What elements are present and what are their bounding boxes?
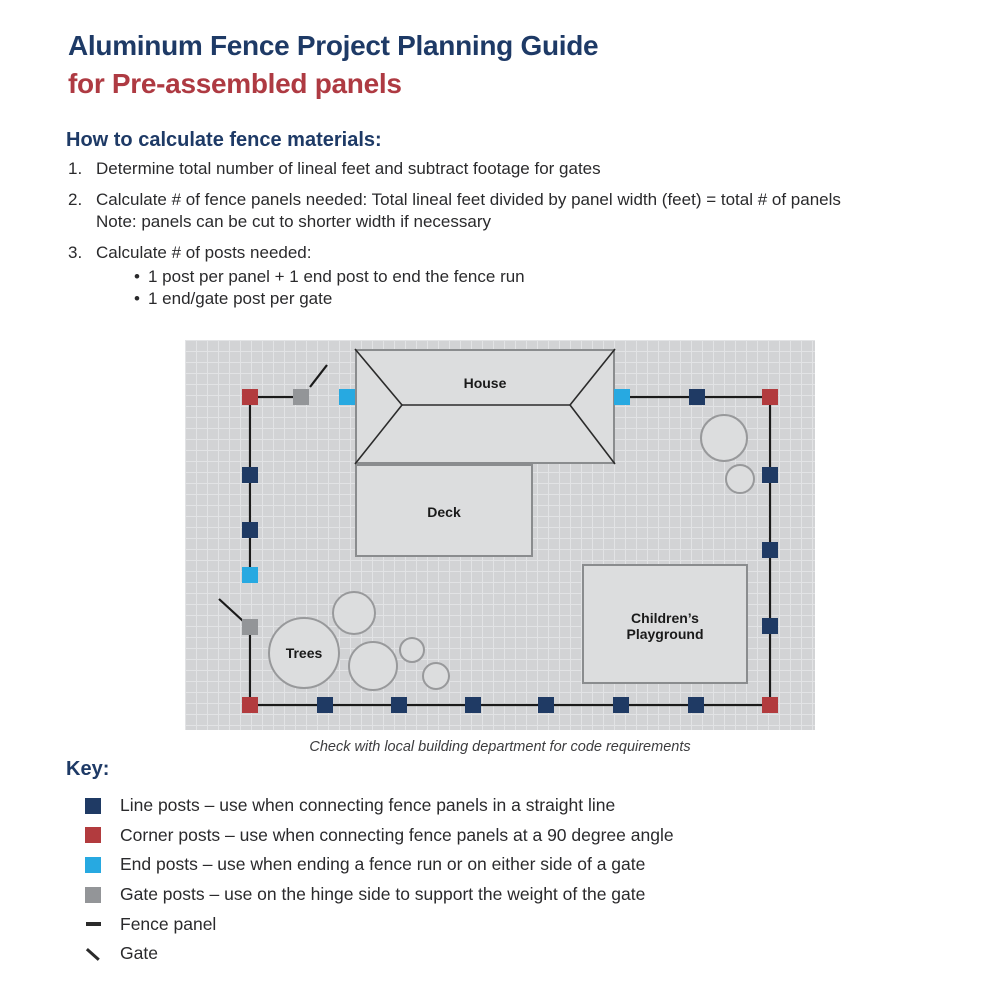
- step-text: [96, 158, 968, 180]
- line-post: [688, 697, 704, 713]
- page-title: Aluminum Fence Project Planning Guide: [68, 30, 599, 61]
- key-item-label: End posts – use when ending a fence run or on either side of a gate: [120, 854, 646, 875]
- step-number: 1.: [68, 159, 83, 178]
- gate-line-icon: [85, 946, 101, 962]
- key-item-label: Fence panel: [120, 913, 217, 934]
- key-item: [66, 791, 674, 821]
- key-item-label: Line posts – use when connecting fence panels in a straight line: [120, 795, 616, 816]
- corner-post-icon: [85, 827, 101, 843]
- line-post: [242, 522, 258, 538]
- instruction-step: [68, 242, 968, 310]
- tree-circle: [399, 637, 425, 663]
- corner-post: [242, 697, 258, 713]
- bullet-text: 1 end/gate post per gate: [148, 289, 333, 308]
- end-post: [242, 567, 258, 583]
- tree-circle: [725, 464, 755, 494]
- deck-shape: [355, 464, 533, 557]
- line-post-icon: [85, 798, 101, 814]
- end-post: [614, 389, 630, 405]
- step-text: [96, 242, 968, 310]
- key-item: [66, 850, 674, 880]
- corner-post: [242, 389, 258, 405]
- step-number: 2.: [68, 190, 83, 209]
- playground-label-line2: Playground: [626, 626, 704, 642]
- tree-circle: [268, 617, 340, 689]
- line-post: [762, 542, 778, 558]
- corner-post-swatch: [85, 827, 101, 843]
- fence-panel-icon: [85, 916, 101, 932]
- gate-glyph: [86, 947, 100, 960]
- line-post: [762, 467, 778, 483]
- bullet-text: 1 post per panel + 1 end post to end the fence run: [148, 267, 525, 286]
- diagram-caption: Check with local building department for code requirements: [309, 739, 691, 755]
- bullet-glyph: •: [134, 267, 140, 286]
- corner-post: [762, 697, 778, 713]
- step-number: 3.: [68, 243, 83, 262]
- step-line: Calculate # of posts needed:: [96, 243, 312, 262]
- deck-label: Deck: [427, 504, 461, 520]
- line-post: [317, 697, 333, 713]
- trees-label: Trees: [285, 645, 323, 661]
- bullet-item: [134, 266, 968, 288]
- gate-post-icon: [85, 887, 101, 903]
- playground-shape: [582, 564, 748, 684]
- tree-circle: [332, 591, 376, 635]
- fence-panel-glyph: [86, 922, 101, 926]
- house-label: House: [463, 375, 507, 391]
- line-post: [538, 697, 554, 713]
- playground-label-line1: Children’s: [631, 610, 699, 626]
- key-item-label: Gate posts – use on the hinge side to support the weight of the gate: [120, 884, 646, 905]
- line-post-swatch: [85, 798, 101, 814]
- end-post: [339, 389, 355, 405]
- key-items: [66, 791, 674, 969]
- corner-post: [762, 389, 778, 405]
- line-post: [465, 697, 481, 713]
- key-item-label: Gate: [120, 943, 158, 964]
- step-bullets: [96, 266, 968, 310]
- section-heading: How to calculate fence materials:: [66, 129, 382, 151]
- gate-post: [242, 619, 258, 635]
- line-post: [613, 697, 629, 713]
- key-heading: Key:: [66, 758, 110, 780]
- bullet-item: [134, 288, 968, 310]
- tree-circle: [700, 414, 748, 462]
- site-plan-diagram: [185, 340, 815, 730]
- gate-post-swatch: [85, 887, 101, 903]
- key-item: [66, 939, 674, 969]
- step-text: [96, 189, 968, 233]
- playground-label: [584, 610, 746, 642]
- line-post: [391, 697, 407, 713]
- key-item: [66, 909, 674, 939]
- line-post: [242, 467, 258, 483]
- instruction-step: [68, 158, 968, 180]
- key-section: [66, 758, 674, 969]
- page-subtitle: for Pre-assembled panels: [68, 68, 402, 99]
- line-post: [762, 618, 778, 634]
- end-post-swatch: [85, 857, 101, 873]
- tree-circle: [422, 662, 450, 690]
- key-item: [66, 821, 674, 851]
- gate-lines: [219, 365, 327, 621]
- step-line: Note: panels can be cut to shorter width if necessary: [96, 212, 491, 231]
- step-line: Determine total number of lineal feet and subtract footage for gates: [96, 159, 601, 178]
- key-item: [66, 880, 674, 910]
- instruction-steps: [68, 158, 968, 319]
- key-item-label: Corner posts – use when connecting fence panels at a 90 degree angle: [120, 824, 674, 845]
- end-post-icon: [85, 857, 101, 873]
- gate-post: [293, 389, 309, 405]
- tree-circle: [348, 641, 398, 691]
- instruction-step: [68, 189, 968, 233]
- step-line: Calculate # of fence panels needed: Total lineal feet divided by panel width (feet) = total # of panels: [96, 190, 841, 209]
- house-shape: [355, 349, 615, 464]
- bullet-glyph: •: [134, 289, 140, 308]
- line-post: [689, 389, 705, 405]
